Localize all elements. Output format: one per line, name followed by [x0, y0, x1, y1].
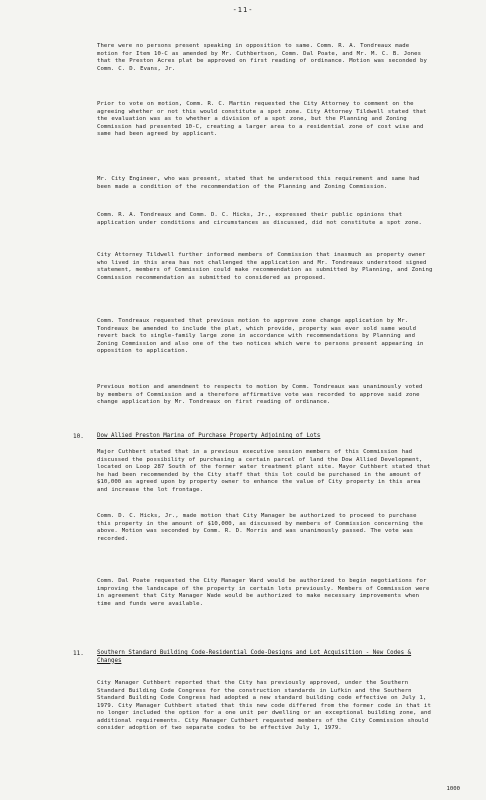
paragraph-2: Prior to vote on motion, Comm. R. C. Martin requested the City Attorney to comment on the agreeing whether or not this would constitute a spot zone. City Attorney Tildwell stated that the evaluation was as to whether a division of a spot zone, but the Planning and Zoning Commission had presented 10-C, creating a larger area to a residential zone of cost wise and same had been agreed by applicant. — [97, 101, 427, 137]
item-10-number: 10. — [73, 433, 84, 440]
item-10-paragraph-3: Comm. Dal Poate requested the City Manager Ward would be authorized to begin negotiations for improving the landscape of the property in certain lots previously. Members of Commission were in agreement that City Manager Wade would be authorized to make necessary improvements when time and funds were available. — [97, 578, 430, 607]
page-number: -11- — [232, 6, 254, 14]
paragraph-6: Comm. Tondreaux requested that previous motion to approve zone change application by Mr. Tondreaux be amended to include the plat, which provide, property was ever sold same would revert back to single-family large zone in accordance with recommendations by Planning and Zoning Commission and also one of the two notices which were to persons present appearing in opposition to application. — [97, 318, 424, 354]
footer-mark: 1000 — [446, 786, 460, 792]
item-11-heading: Southern Standard Building Code-Residential Code-Designs and Lot Acquisition - New Codes & Changes — [97, 650, 412, 664]
paragraph-1: There were no persons present speaking in opposition to same. Comm. R. A. Tondreaux made motion for Item 10-C as amended by Mr. Cuthbertson, Comm. Dal Poate, and Mr. M. C. B. Jones that the Preston Acres plat be approved on first reading of ordinance. Motion was seconded by Comm. C. D. Evans, Jr. — [97, 43, 427, 72]
paragraph-3: Mr. City Engineer, who was present, stated that he understood this requirement and same had been made a condition of the recommendation of the Planning and Zoning Commission. — [97, 176, 420, 190]
paragraph-4: Comm. R. A. Tondreaux and Comm. D. C. Hicks, Jr., expressed their public opinions that application under conditions and circumstances as discussed, did not constitute a spot zone. — [97, 212, 423, 226]
paragraph-7: Previous motion and amendment to respects to motion by Comm. Tondreaux was unanimously voted by members of Commission and a therefore affirmative vote was recorded to approve said zone change application by Mr. Tondreaux on first reading of ordinance. — [97, 384, 423, 405]
paragraph-5: City Attorney Tildwell further informed members of Commission that inasmuch as property owner who lived in this area has not challenged the application and Mr. Tondreaux understood signed statement, members of Commission could make recommendation as submitted by Planning, and Zoning Commission recommendation as submitted to considered as proposed. — [97, 252, 433, 281]
item-11-paragraph-1: City Manager Cuthbert reported that the City has previously approved, under the Southern Standard Building Code Congress for the construction standards in Lufkin and the Southern Standard Building Code Congress had adopted a new standard building code effective on July 1, 1979. City Manager Cuthbert stated that this new code differed from the former code in that it no longer included the option for a one unit per dwelling or an exceptional building zone, and additional requirements. City Manager Cuthbert requested members of the City Commission should consider adoption of two separate codes to be effective July 1, 1979. — [97, 680, 431, 731]
item-10-paragraph-1: Major Cuthbert stated that in a previous executive session members of this Commission had discussed the possibility of purchasing a certain parcel of land the Dow Allied Development, located on Loop 287 South of the former water treatment plant site. Mayor Cuthbert stated that he had been recommended by the City staff that this lot could be purchased in the amount of $10,000 as agreed upon by property owner to enhance the value of City property in this area and increase the lot frontage. — [97, 449, 431, 493]
item-10-heading: Dow Allied Preston Marina of Purchase Property Adjoining of Lots — [97, 433, 321, 439]
item-11-number: 11. — [73, 650, 84, 657]
item-10-paragraph-2: Comm. D. C. Hicks, Jr., made motion that City Manager be authorized to proceed to purchase this property in the amount of $10,000, as discussed by members of Commission concerning the above. Motion was seconded by Comm. R. D. Morris and was unanimously passed. The vote was recorded. — [97, 513, 424, 542]
